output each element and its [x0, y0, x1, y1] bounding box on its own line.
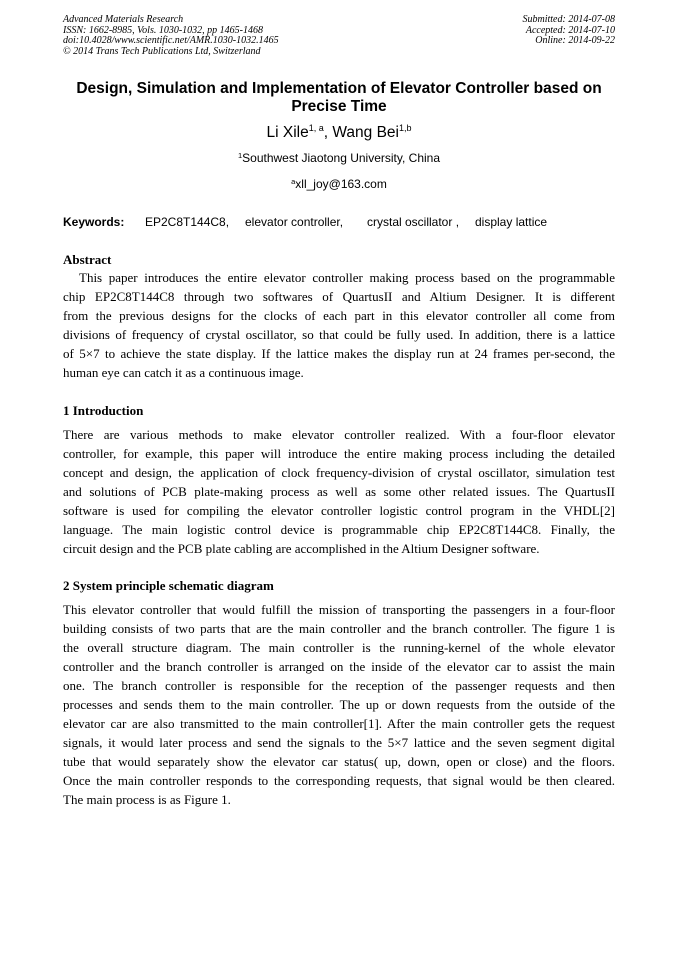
- introduction-line: language. The main logistic control device is programmable chip EP2C8T144C8. Finally, the: [63, 522, 615, 537]
- author-name: Li Xile: [266, 124, 309, 141]
- introduction-line: There are various methods to make elevator controller realized. With a four-floor elevator: [63, 427, 615, 442]
- section2-body: [63, 600, 615, 809]
- introduction-line: software is used for compiling the elevator controller logistic control program in the VHDL[2]: [63, 503, 615, 518]
- section2-line: The main process is as Figure 1.: [63, 792, 231, 807]
- section2-line: elevator car are also transmitted to the main controller[1]. After the main controller gets the request: [63, 716, 615, 731]
- introduction-heading: 1 Introduction: [63, 403, 144, 418]
- section2-heading: 2 System principle schematic diagram: [63, 578, 274, 593]
- affiliation: [63, 151, 615, 166]
- author-list: [63, 123, 615, 143]
- author-affiliation-mark: 1,b: [398, 123, 412, 133]
- copyright-line: © 2014 Trans Tech Publications Ltd, Switzerland: [63, 45, 261, 57]
- introduction-line: and solutions of PCB plate-making process as well as some other related issues. The QuartusII: [63, 484, 615, 499]
- section2-line: building consists of two parts that are the main controller and the branch controller. The figure 1 is: [63, 621, 615, 636]
- author-email: [63, 177, 615, 192]
- keywords-label: Keywords:: [63, 215, 125, 229]
- author-affiliation-mark: 1, a: [308, 123, 324, 133]
- keyword: display lattice: [475, 215, 548, 229]
- submitted-date: Submitted: 2014-07-08: [522, 14, 615, 25]
- email-address[interactable]: xll_joy@163.com: [295, 177, 387, 191]
- title-line: Design, Simulation and Implementation of Elevator Controller based on: [76, 80, 602, 97]
- accepted-date: Accepted: 2014-07-10: [525, 24, 615, 36]
- introduction-line: circuit design and the PCB plate cabling are accomplished in the Altium Designer software.: [63, 541, 540, 556]
- keywords: [63, 214, 547, 230]
- author-separator: ,: [323, 124, 333, 141]
- doi-line: doi:10.4028/www.scientific.net/AMR.1030-1032.1465: [63, 35, 279, 47]
- journal-info: [63, 15, 279, 57]
- keyword: elevator controller,: [245, 215, 344, 229]
- section2-line: controller and the branch controller is arranged on the inside of the elevator car to assist the main: [63, 659, 615, 674]
- section2-line: the overall structure diagram. The main controller is the running-kernel of the whole elevator: [63, 640, 615, 655]
- paper-title: [63, 80, 615, 116]
- journal-name: Advanced Materials Research: [63, 14, 184, 25]
- affiliation-mark: 1: [237, 151, 243, 160]
- abstract-body: [63, 268, 615, 382]
- section2-line: Once the main controller responds to the corresponding requests, that signal would be then cleared.: [63, 773, 615, 788]
- keyword: EP2C8T144C8,: [145, 215, 230, 229]
- abstract-line: human eye can catch it as a continuous image.: [63, 365, 304, 380]
- issn-line: ISSN: 1662-8985, Vols. 1030-1032, pp 1465-1468: [63, 24, 263, 36]
- introduction-line: concept and design, the application of clock frequency-division of crystal oscillator, simulation test: [63, 465, 615, 480]
- section2-line: signals, it would later process and send the signals to the 5×7 lattice and the seven segment digital: [63, 735, 615, 750]
- section2-line: This elevator controller that would fulfill the mission of transporting the passengers in a four-floor: [63, 602, 615, 617]
- introduction-line: controller, for example, this paper will introduce the entire making process including the detailed: [63, 446, 615, 461]
- keyword: crystal oscillator ,: [367, 215, 460, 229]
- section2-line: tube that would separately show the elevator car status( up, down, open or close) and the floors.: [63, 754, 615, 769]
- abstract-line: from the previous designs for the clocks of each part in this elevator controller all come from: [63, 308, 615, 323]
- abstract-line: of 5×7 to achieve the state display. If the lattice makes the display run at 24 frames per-second, the: [63, 346, 615, 361]
- title-line: Precise Time: [291, 98, 387, 115]
- section2-line: processes and sends them to the main controller. The up or down requests from the outside of the: [63, 697, 615, 712]
- submission-dates: [523, 15, 616, 47]
- abstract-line: This paper introduces the entire elevator controller making process based on the programmable: [79, 270, 615, 285]
- abstract-heading: Abstract: [63, 252, 112, 267]
- online-date: Online: 2014-09-22: [535, 35, 615, 47]
- abstract-line: divisions of frequency of crystal oscillator, so that could be fully used. In addition, there is a lattice: [63, 327, 615, 342]
- abstract-line: chip EP2C8T144C8 through two softwares of QuartusII and Altium Designer. It is different: [63, 289, 615, 304]
- affiliation-text: Southwest Jiaotong University, China: [242, 151, 441, 165]
- email-mark: a: [291, 177, 296, 186]
- introduction-body: [63, 425, 615, 558]
- author-name: Wang Bei: [332, 124, 399, 141]
- section2-line: one. The branch controller is responsible for the reception of the passenger requests and then: [63, 678, 615, 693]
